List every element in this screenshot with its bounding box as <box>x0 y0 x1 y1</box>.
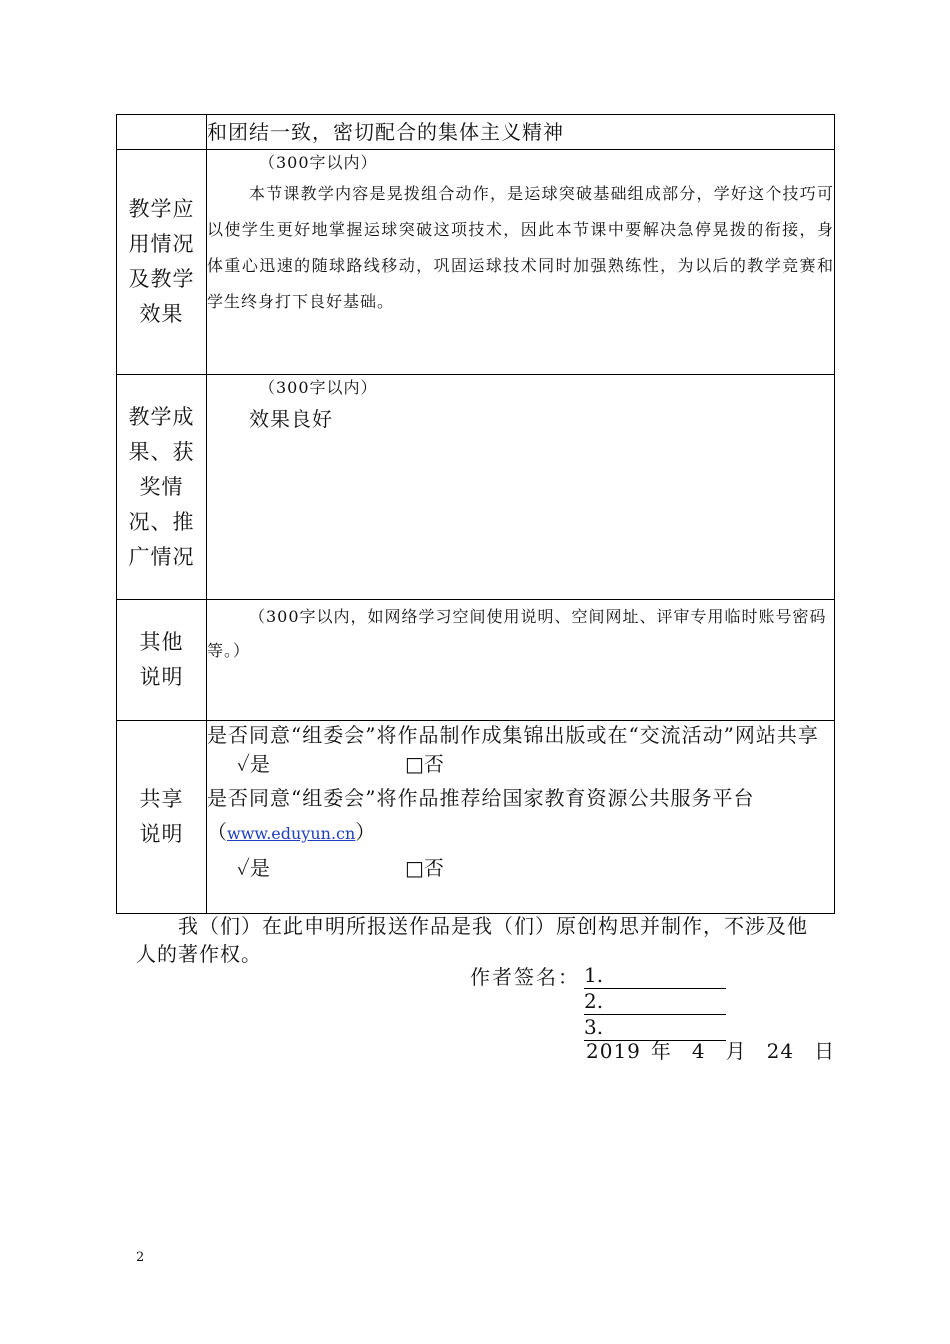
no-label: 否 <box>423 856 444 880</box>
share-label <box>117 721 207 914</box>
signature-line-1[interactable]: 1. <box>584 962 726 989</box>
signature-line-3[interactable]: 3. <box>584 1014 726 1041</box>
label-line: 用情况 <box>128 232 195 256</box>
word-limit-hint: （300字以内） <box>259 378 378 397</box>
results-label <box>117 375 207 600</box>
empty-label-cell <box>117 115 207 150</box>
label-line: 广情况 <box>128 544 195 569</box>
share-choice-row-1 <box>207 747 834 781</box>
application-form-table <box>116 114 835 914</box>
signature-label: 作者签名： <box>470 965 580 989</box>
url-open-paren: （ <box>207 820 227 844</box>
other-content-cell[interactable] <box>207 600 835 721</box>
label-line: 果、获 <box>128 439 195 464</box>
word-limit-hint: （300字以内） <box>259 153 378 172</box>
date-day: 24 <box>766 1039 795 1063</box>
label-line: 其他 <box>139 630 184 654</box>
signature-line-2[interactable]: 2. <box>584 988 726 1015</box>
table-row-continued <box>117 115 835 150</box>
no-option-1[interactable] <box>405 747 444 781</box>
share-question-2: 是否同意“组委会”将作品推荐给国家教育资源公共服务平台 <box>207 786 755 810</box>
date-day-unit: 日 <box>814 1039 836 1063</box>
results-content-cell[interactable] <box>207 375 835 600</box>
other-hint: （300字以内，如网络学习空间使用说明、空间网址、评审专用临时账号密码等。） <box>207 607 827 660</box>
date-year: 2019 <box>586 1039 641 1063</box>
no-label: 否 <box>423 752 444 776</box>
date-month-unit: 月 <box>725 1039 747 1063</box>
table-row-share <box>117 721 835 914</box>
label-line: 教学成 <box>128 404 195 429</box>
label-line: 况、推 <box>128 509 195 534</box>
application-paragraph: 本节课教学内容是晃拨组合动作，是运球突破基础组成部分，学好这个技巧可以使学生更好地掌握运球突破这项技术，因此本节课中要解决急停晃拨的衔接，身体重心迅速的随球路线移动，巩固运球技术同时加强熟练性，为以后的教学竞赛和学生终身打下良好基础。 <box>207 184 834 311</box>
application-label <box>117 150 207 375</box>
label-line: 共享 <box>139 787 184 811</box>
table-row-application <box>117 150 835 375</box>
share-choice-row-2 <box>207 851 834 885</box>
yes-option-2[interactable] <box>237 851 270 885</box>
page-number: 2 <box>136 1250 145 1265</box>
results-text: 效果良好 <box>249 407 333 431</box>
originality-declaration: 我（们）在此申明所报送作品是我（们）原创构思并制作，不涉及他人的著作权。 <box>136 914 808 966</box>
date-month: 4 <box>691 1039 706 1063</box>
signature-date <box>586 1036 835 1066</box>
label-line: 教学应 <box>128 197 195 221</box>
share-content-cell <box>207 721 835 914</box>
table-row-other <box>117 600 835 721</box>
platform-url-line <box>207 815 834 851</box>
label-line: 奖情 <box>139 474 184 499</box>
yes-label: 是 <box>249 856 270 880</box>
continued-text: 和团结一致，密切配合的集体主义精神 <box>207 120 564 144</box>
check-mark-icon: ✓ <box>237 752 250 776</box>
other-label <box>117 600 207 721</box>
date-year-unit: 年 <box>650 1039 672 1063</box>
url-close-paren: ） <box>355 820 376 844</box>
label-line: 效果 <box>139 302 184 326</box>
share-question-1: 是否同意“组委会”将作品制作成集锦出版或在“交流活动”网站共享 <box>207 723 819 747</box>
yes-option-1[interactable] <box>237 747 270 781</box>
eduyun-link[interactable]: www.eduyun.cn <box>227 824 356 843</box>
empty-checkbox-icon: □ <box>405 856 424 880</box>
no-option-2[interactable] <box>405 851 444 885</box>
empty-checkbox-icon: □ <box>405 752 424 776</box>
table-row-results <box>117 375 835 600</box>
label-line: 说明 <box>139 822 184 846</box>
application-content-cell[interactable] <box>207 150 835 375</box>
label-line: 及教学 <box>128 267 195 291</box>
continued-text-cell <box>207 115 835 150</box>
check-mark-icon: ✓ <box>237 856 250 880</box>
yes-label: 是 <box>249 752 270 776</box>
label-line: 说明 <box>139 665 184 689</box>
